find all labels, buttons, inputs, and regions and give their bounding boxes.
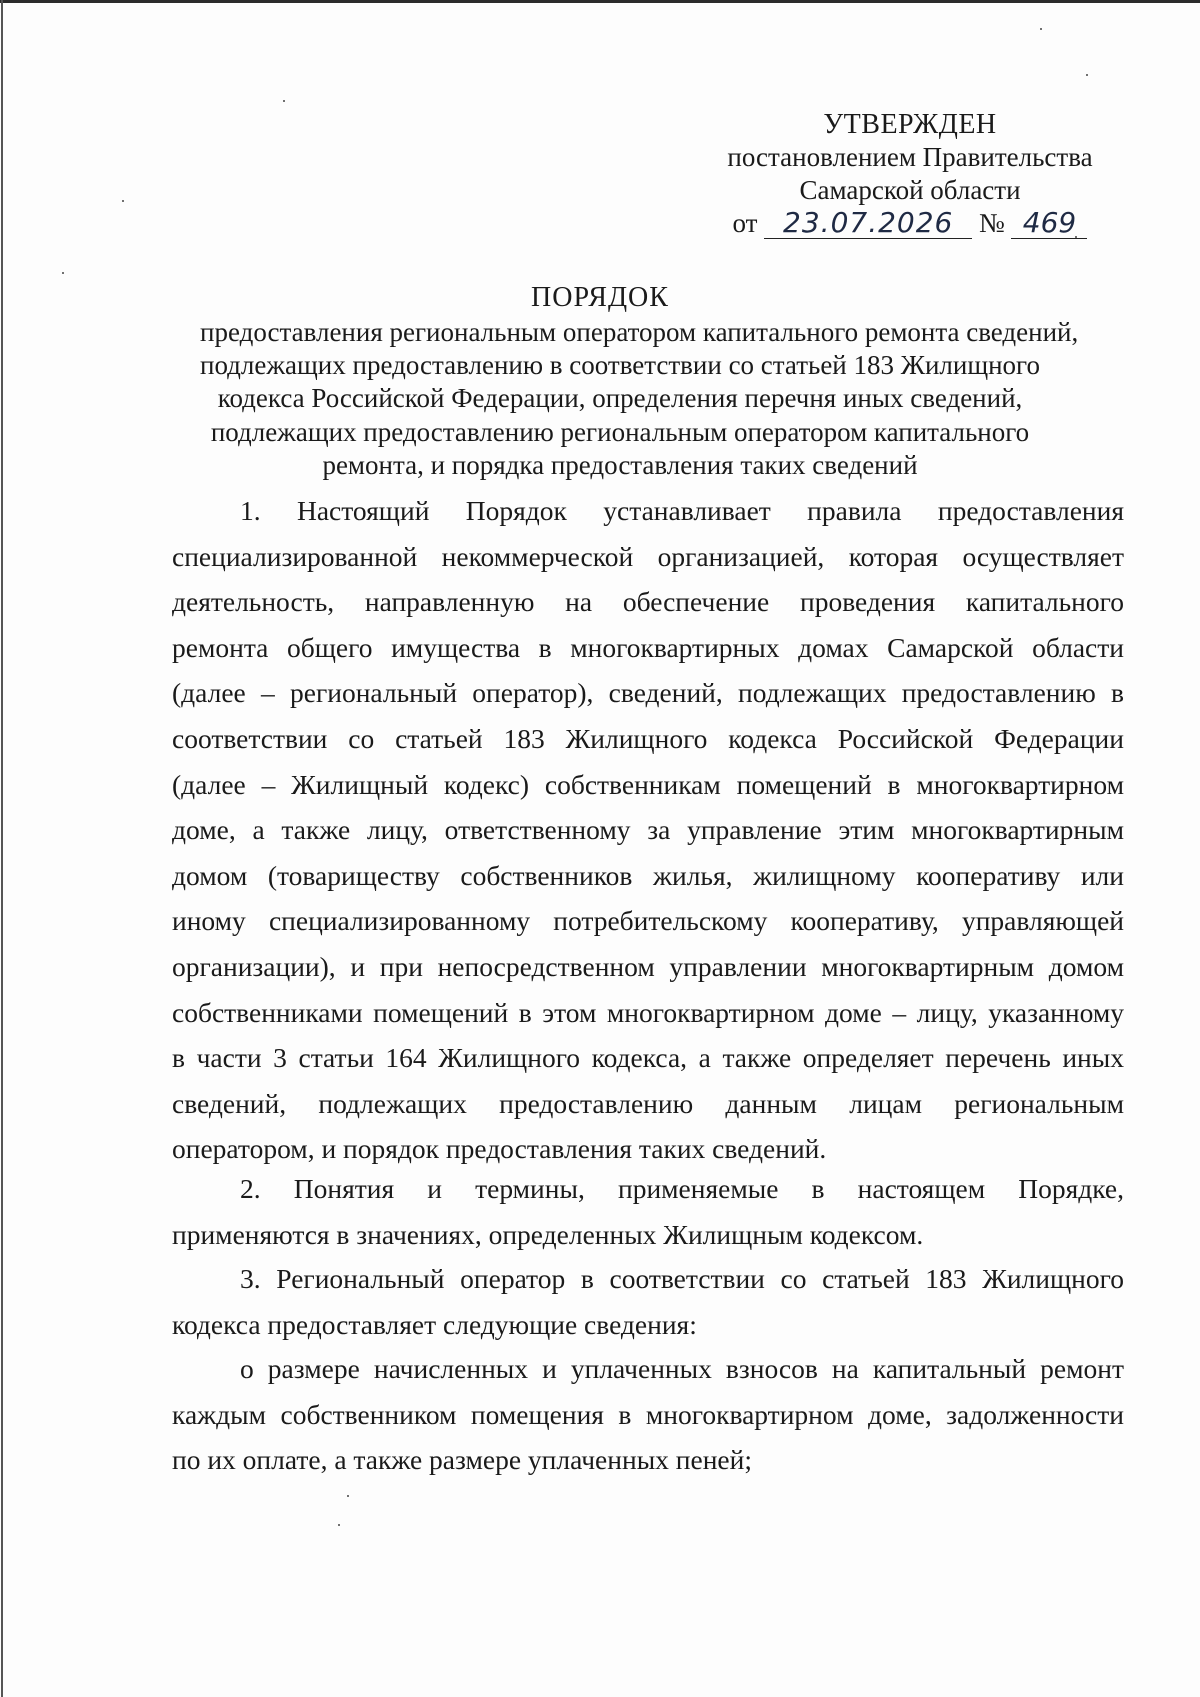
handwritten-date: 23.07.2026: [764, 208, 972, 239]
paragraph-line: доме, а также лицу, ответственному за управление этим многоквартирным: [172, 814, 1124, 846]
scan-speck: [62, 272, 64, 274]
paragraph-line: собственниками помещений в этом многоквартирном доме – лицу, указанному: [172, 996, 1124, 1028]
paragraph-line: 3. Региональный оператор в соответствии со статьей 183 Жилищного: [240, 1263, 1124, 1294]
paragraph-line: ремонта общего имущества в многоквартирных домах Самарской области: [172, 631, 1124, 663]
document-subtitle: [200, 316, 1079, 482]
document-title: ПОРЯДОК: [531, 282, 669, 313]
paragraph-line: деятельность, направленную на обеспечение проведения капитального: [172, 586, 1124, 618]
paragraph-3: [172, 1256, 1124, 1347]
scan-speck: [1086, 74, 1088, 76]
subtitle-line: кодекса Российской Федерации, определения перечня иных сведений,: [217, 383, 1023, 414]
subtitle-line: предоставления региональным оператором капитального ремонта сведений,: [200, 317, 1079, 347]
scan-speck: [1040, 28, 1042, 30]
paragraph-line: о размере начисленных и уплаченных взносов на капитальный ремонт: [240, 1353, 1124, 1384]
scan-speck: [122, 200, 124, 202]
paragraph-line: 1. Настоящий Порядок устанавливает правила предоставления: [240, 495, 1124, 526]
paragraph-line: домом (товариществу собственников жилья, жилищному кооперативу или: [172, 859, 1124, 891]
paragraph-line: (далее – региональный оператор), сведений, подлежащих предоставлению в: [172, 677, 1124, 709]
subtitle-line: подлежащих предоставлению региональным оператором капитального: [210, 416, 1030, 447]
scan-top-edge: [0, 0, 1200, 3]
number-prefix: №: [978, 208, 1005, 238]
paragraph-line: соответствии со статьей 183 Жилищного кодекса Российской Федерации: [172, 722, 1124, 754]
paragraph-4: [172, 1346, 1124, 1483]
paragraph-line: применяются в значениях, определенных Жилищным кодексом.: [172, 1218, 924, 1250]
paragraph-line: по их оплате, а также размере уплаченных пеней;: [172, 1444, 752, 1476]
approval-line-2: Самарской области: [799, 175, 1021, 205]
scan-speck: [283, 100, 285, 102]
paragraph-line: сведений, подлежащих предоставлению данным лицам региональным: [172, 1087, 1124, 1119]
scan-speck: [347, 1495, 349, 1497]
paragraph-line: организации), и при непосредственном управлении многоквартирным домом: [172, 950, 1124, 982]
date-prefix: от: [732, 208, 758, 238]
subtitle-line: подлежащих предоставлению в соответствии со статьей 183 Жилищного: [200, 350, 1040, 381]
handwritten-number: 469: [1011, 208, 1087, 239]
approval-block: [700, 108, 1120, 240]
approval-date-line: [700, 207, 1120, 240]
scan-left-edge: [1, 0, 3, 1697]
paragraph-line: оператором, и порядок предоставления таких сведений.: [172, 1133, 827, 1165]
paragraph-line: (далее – Жилищный кодекс) собственникам помещений в многоквартирном: [172, 768, 1124, 800]
approval-title: УТВЕРЖДЕН: [823, 109, 997, 140]
paragraph-line: в части 3 статьи 164 Жилищного кодекса, а также определяет перечень иных: [172, 1042, 1124, 1074]
approval-line-1: постановлением Правительства: [727, 142, 1093, 172]
paragraph-line: иному специализированному потребительскому кооперативу, управляющей: [172, 905, 1124, 937]
scan-speck: [338, 1524, 340, 1526]
subtitle-line: ремонта, и порядка предоставления таких сведений: [322, 449, 918, 480]
paragraph-line: 2. Понятия и термины, применяемые в настоящем Порядке,: [240, 1173, 1124, 1204]
paragraph-line: каждым собственником помещения в многоквартирном доме, задолженности: [172, 1398, 1124, 1430]
paragraph-1: [172, 488, 1124, 1172]
paragraph-2: [172, 1166, 1124, 1257]
paragraph-line: специализированной некоммерческой организацией, которая осуществляет: [172, 540, 1124, 572]
paragraph-line: кодекса предоставляет следующие сведения:: [172, 1308, 697, 1340]
